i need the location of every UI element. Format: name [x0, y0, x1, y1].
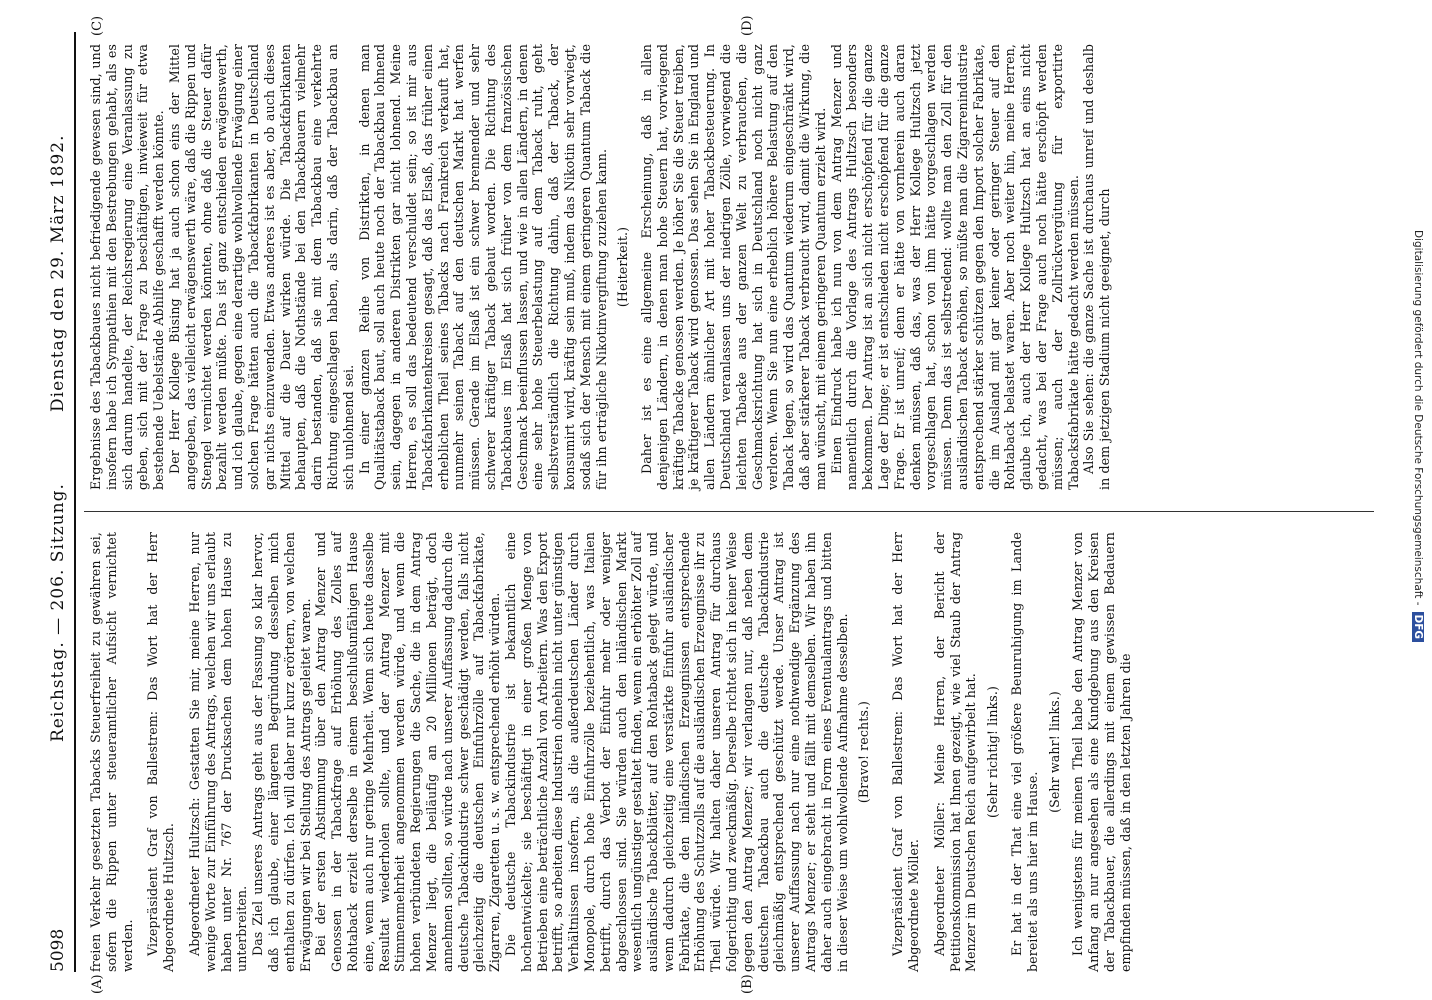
margin-marker-a: (A)	[90, 974, 105, 994]
paragraph: Bei der ersten Abstimmung über den Antrag Menzer und Genossen in der Tabackfrage auf Erhöhung des Zolles auf Rohtaback erzielt derselbe in einem beschlußunfähigen Hause eine, wenn auch nur geringe Mehrheit. Wenn sich heute dasselbe Resultat wiederholen sollte, und der Antrag Menzer mit Stimmenmehrheit angenommen werden würde, und wenn die hohen verbündeten Regierungen die Sache, die in dem Antrag Menzer liegt, die beiläufig an 20 Millionen beträgt, doch annehmen sollten, so würde nach unserer Auffassung dadurch die deutsche Tabackindustrie schwer geschädigt werden, falls nicht gleichzeitig die deutschen Einfuhrzölle auf Tabackfabrikate, Zigarren, Zigaretten u. s. w. entsprechend erhöht würden.	[313, 532, 503, 972]
paragraph: In einer ganzen Reihe von Distrikten, in denen man Qualitätstaback baut, soll auch heute noch der Tabackbau lohnend sein, dagegen in anderen Distrikten gar nicht lohnend. Meine Herren, es soll das bedeutend verschuldet sein; so ist mir aus Tabackfabrikantenkreisen gesagt, daß das Elsaß, das früher einen erheblichen Theil seines Tabacks nach Frankreich verkauft hat, nunmehr seinen Taback auf den deutschen Markt hat werfen müssen. Gerade im Elsaß ist ein schwer brennender und sehr schwerer kräftiger Taback gebaut worden. Die Richtung des Tabackbaues im Elsaß hat sich früher von dem französischen Geschmack beeinflussen lassen, und wie in allen Ländern, in denen eine sehr hohe Steuerbelastung auf dem Taback ruht, geht selbstverständlich die Richtung dahin, daß der Taback, der konsumirt wird, kräftig sein muß, indem das Nikotin sehr vorwiegt, sodaß sich der Mensch mit einem geringeren Quantum Taback die für ihn erträgliche Nikotinvergiftung zuziehen kann.	[356, 44, 609, 490]
paragraph: Er hat in der That eine viel größere Beunruhigung im Lande bereitet als uns hier im Hause.	[1009, 532, 1040, 972]
dfg-logo: DFG	[1412, 612, 1424, 643]
paragraph: Abgeordneter Hultzsch: Gestatten Sie mir, meine Herren, nur wenige Worte zur Einführung des Antrags, welchen wir uns erlaubt haben unter Nr. 767 der Drucksachen dem hohen Hause zu unterbreiten.	[186, 532, 250, 972]
margin-marker-d: (D)	[740, 15, 755, 36]
paragraph: Daher ist es eine allgemeine Erscheinung, daß in allen denjenigen Ländern, in denen man hohe Steuern hat, vorwiegend kräftige Tabacke genossen werden. Je höher Sie die Steuer treiben, je kräftigerer Taback wird genossen. Das sehen Sie in England und allen Ländern ähnlicher Art mit hoher Tabackbesteuerung. In Deutschland veranlassen uns der niedrigen Zölle, vorwiegend die leichten Tabacke aus der ganzen Welt zu verbrauchen, die Geschmacksrichtung hat sich in Deutschland noch nicht ganz verloren. Wenn Sie nun eine erheblich höhere Belastung auf den Taback legen, so wird das Quantum wiederum eingeschränkt wird, daß aber stärkerer Taback verbraucht wird, damit die Wirkung, die man wünscht, mit einem geringeren Quantum erzielt wird.	[639, 44, 828, 490]
session-date: Dienstag den 29. März 1892.	[48, 134, 68, 412]
left-column	[88, 532, 1358, 972]
digitization-footer	[1402, 230, 1426, 770]
session-title: Reichstag. — 206. Sitzung.	[48, 483, 68, 742]
margin-marker-c: (C)	[90, 15, 105, 36]
interjection: (Bravo! rechts.)	[856, 700, 872, 804]
interjection: (Sehr richtig! links.)	[985, 686, 1001, 818]
column-divider	[84, 511, 1374, 512]
paragraph: Ich wenigstens für meinen Theil habe den Antrag Menzer von Anfang an nur angesehen als eine Kundgebung aus den Kreisen der Tabackbauer, die allerdings mit einem gewissen Bedauern empfinden müssen, daß in den letzten Jahren die	[1070, 532, 1133, 972]
interjection: (Heiterkeit.)	[615, 226, 631, 308]
right-column	[88, 44, 1358, 490]
paragraph: Also Sie sehen: die ganze Sache ist durchaus unreif und deshalb in dem jetzigen Stadium nicht geeignet, durch	[1081, 44, 1113, 490]
page-header	[40, 32, 76, 972]
margin-marker-b: (B)	[740, 974, 755, 994]
paragraph: Ergebnisse des Tabackbaues nicht befriedigende gewesen sind, und insofern habe ich Sympathien mit den Bestrebungen gehabt, als es sich darum handelte, der Reichsregierung eine Veranlassung zu geben, sich mit der Frage zu beschäftigen, inwieweit für etwa bestehende Uebelstände Abhilfe geschafft werden könnte.	[88, 44, 167, 490]
paragraph: Einen Eindruck habe ich nun von dem Antrag Menzer und namentlich durch die Vorlage des Antrags Hultzsch besonders bekommen. Der Antrag ist an sich nicht erschöpfend für die ganze Lage der Dinge; er ist entschieden nicht erschöpfend für die ganze Frage. Er ist unreif; denn er hätte von vornherein auch daran denken müssen, daß das, was der Herr Kollege Hultzsch jetzt vorgeschlagen hat, schon von ihm hätte vorgeschlagen werden müssen. Denn das ist selbstredend: wollte man den Zoll für den ausländischen Taback erhöhen, so müßte man die Zigarrenindustrie entsprechend stärker schützen gegen den Import solcher Fabrikate, die im Ausland mit gar keiner oder geringer Steuer auf den Rohtaback belastet waren. Aber noch weiter hin, meine Herren, glaube ich, auch der Herr Kollege Hultzsch hat an eins nicht gedacht, was bei der Frage auch noch hätte erschöpft werden müssen; auch der Zollrückvergütung für exportirte Tabacksfabrikate hätte gedacht werden müssen.	[828, 44, 1081, 490]
footer-text: Digitalisierung gefördert durch die Deutsche Forschungsgemeinschaft -	[1412, 230, 1424, 606]
paragraph: Die deutsche Tabackindustrie ist bekanntlich eine hochentwickelte; sie beschäftigt in einer großen Menge von Betrieben eine beträchtliche Anzahl von Arbeitern. Was den Export betrifft, so arbeiten diese Industrien ohnehin nicht unter günstigen Verhältnissen insofern, als die außerdeutschen Länder durch Monopole, durch hohe Einfuhrzölle beziehentlich, was Italien betrifft, durch das Verbot der Einfuhr mehr oder weniger abgeschlossen sind. Sie würden auch den inländischen Markt wesentlich ungünstiger gestaltet finden, wenn ein erhöhter Zoll auf ausländische Tabackblätter, auf den Rohtaback gelegt würde, und wenn dadurch gleichzeitig eine verstärkte Einfuhr ausländischer Fabrikate, die den inländischen Erzeugnissen entsprechende Erhöhung des Schutzzolls auf die ausländischen Erzeugnisse ihr zu Theil würde. Wir halten daher unseren Antrag für durchaus folgerichtig und zweckmäßig. Derselbe richtet sich in keiner Weise gegen den Antrag Menzer; wir verlangen nur, daß neben dem deutschen Tabackbau auch die deutsche Tabackindustrie gleichmäßig entsprechend geschützt werde. Unser Antrag ist unserer Auffassung nach nur eine nothwendige Ergänzung des Antrags Menzer; er steht und fällt mit demselben. Wir haben ihn daher auch eingebracht in Form eines Eventualantrags und bitten in dieser Weise um wohlwollende Aufnahme desselben.	[502, 532, 850, 972]
paragraph: freien Verkehr gesetzten Tabacks Steuerfreiheit zu gewähren sei, sofern die Rippen unter steueramtlicher Aufsicht vernichtet werden.	[88, 532, 135, 972]
paragraph: Das Ziel unseres Antrags geht aus der Fassung so klar hervor, daß ich glaube, einer längeren Begründung desselben mich enthalten zu dürfen. Ich will daher nur kurz erörtern, von welchen Erwägungen wir bei Stellung des Antrags geleitet waren.	[250, 532, 313, 972]
page-number: 5098	[48, 928, 68, 972]
paragraph: Vizepräsident Graf von Ballestrem: Das Wort hat der Herr Abgeordnete Möller.	[890, 532, 922, 972]
paragraph: Der Herr Kollege Büsing hat ja auch schon eins der Mittel angegeben, das vielleicht erwägenswerth wäre, daß die Rippen und Stengel vernichtet werden könnten, ohne daß die Steuer dafür bezahlt werden müßte. Das ist ganz entschieden erwägenswerth, und ich glaube, gegen eine derartige wohlwollende Erwägung einer solchen Frage hätten auch die Tabackfabrikanten in Deutschland gar nichts einzuwenden. Etwas anderes ist es aber, ob auch dieses Mittel auf die Dauer wirken würde. Die Tabackfabrikanten behaupten, daß die Nothstände bei den Tabackbauern vielmehr darin bestanden, daß sie mit dem Tabackbau eine verkehrte Richtung eingeschlagen haben, als darin, daß der Tabackbau an sich unlohnend sei.	[166, 44, 356, 490]
paragraph: Vizepräsident Graf von Ballestrem: Das Wort hat der Herr Abgeordnete Hultzsch.	[145, 532, 177, 972]
interjection: (Sehr wahr! links.)	[1046, 691, 1062, 813]
paragraph: Abgeordneter Möller: Meine Herren, der Bericht der Petitionskommission hat Ihnen gezeigt, wie viel Staub der Antrag Menzer im Deutschen Reich aufgewirbelt hat.	[931, 532, 979, 972]
